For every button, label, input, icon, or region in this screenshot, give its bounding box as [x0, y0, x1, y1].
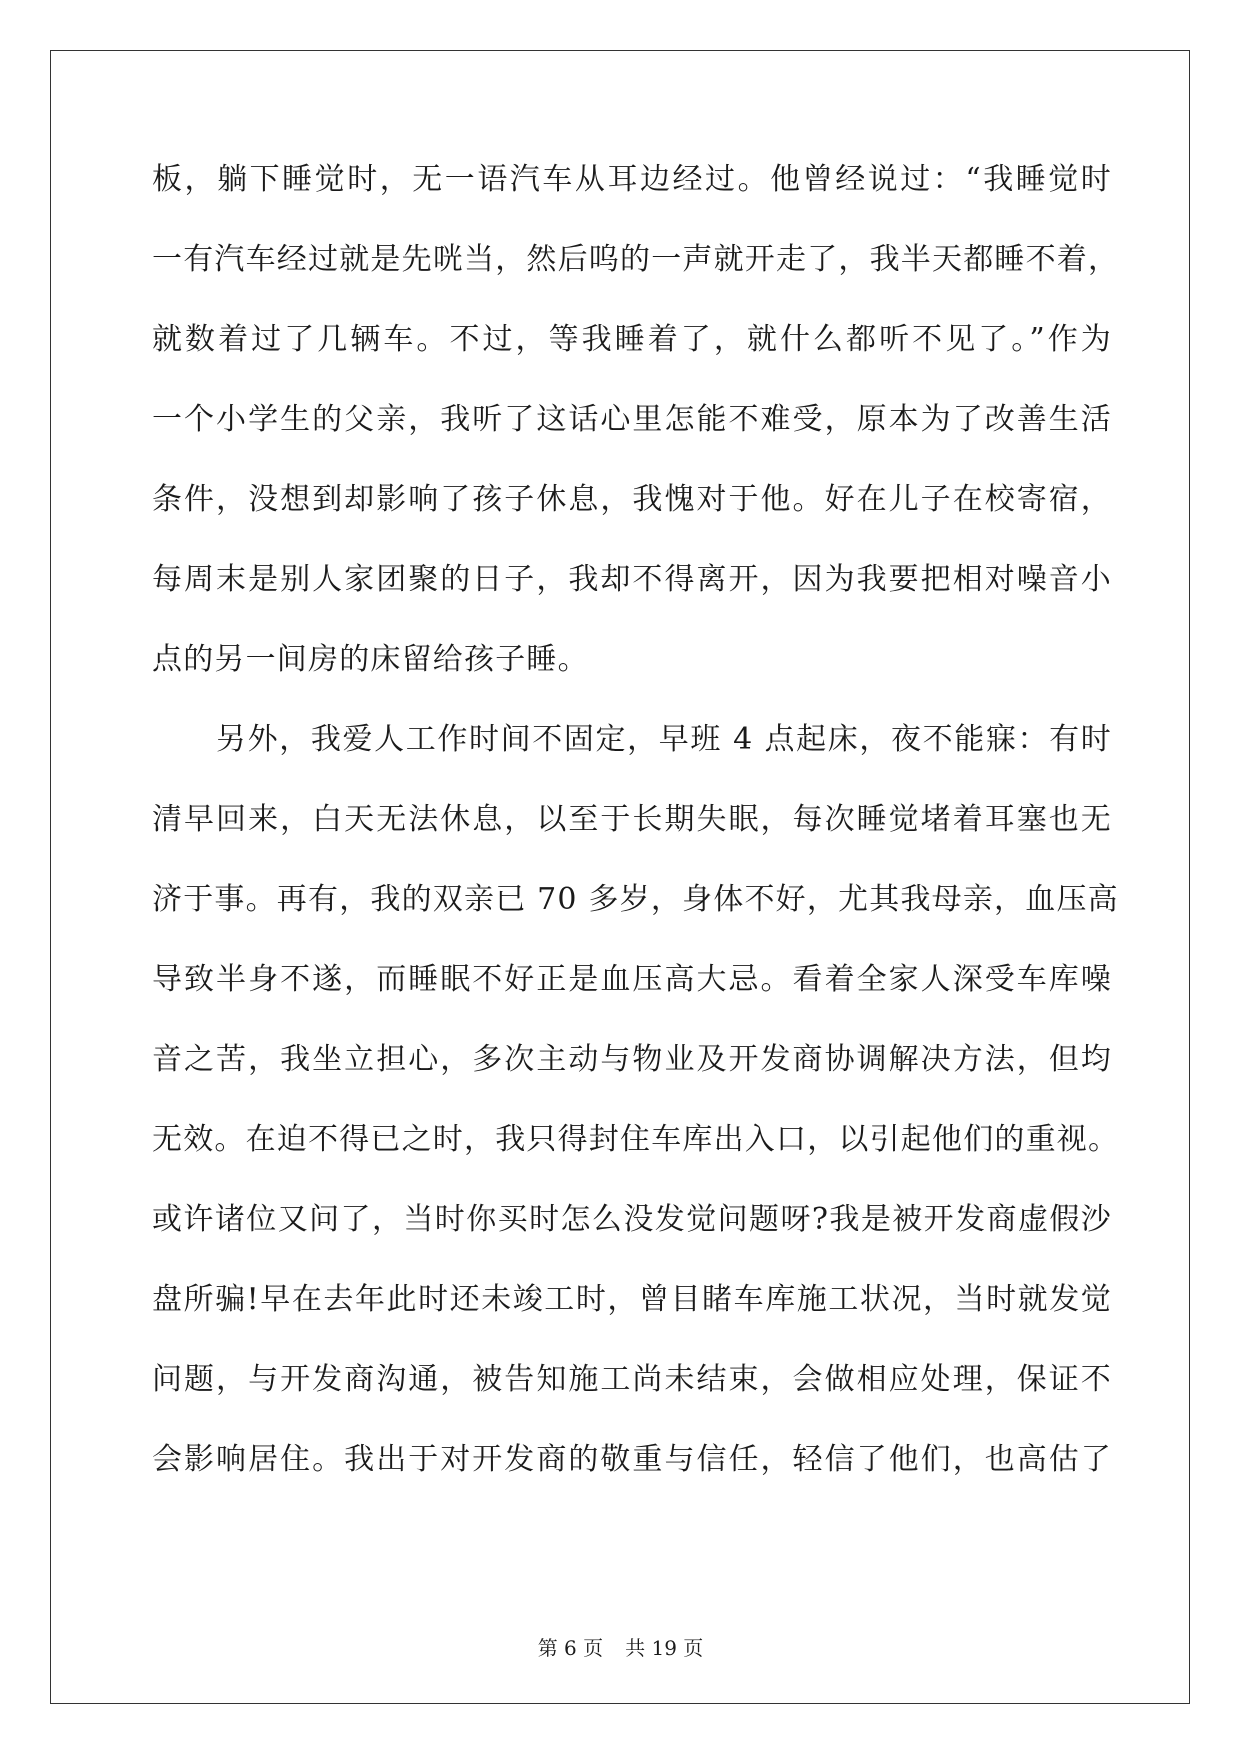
text-line: 另外，我爱人工作时间不固定，早班 4 点起床，夜不能寐：有时 [216, 722, 1112, 757]
current-page-number: 第 6 页 [537, 1636, 604, 1660]
text-line: 每周末是别人家团聚的日子，我却不得离开，因为我要把相对噪音小 [152, 562, 1112, 597]
text-line: 点的另一间房的床留给孩子睡。 [152, 642, 589, 677]
text-line: 一有汽车经过就是先咣当，然后呜的一声就开走了，我半天都睡不着， [152, 242, 1120, 277]
text-line: 一个小学生的父亲，我听了这话心里怎能不难受，原本为了改善生活 [152, 402, 1112, 437]
text-line: 条件，没想到却影响了孩子休息，我愧对于他。好在儿子在校寄宿， [152, 482, 1112, 517]
text-line: 无效。在迫不得已之时，我只得封住车库出入口，以引起他们的重视。 [152, 1122, 1120, 1157]
text-line: 会影响居住。我出于对开发商的敬重与信任，轻信了他们，也高估了 [152, 1442, 1112, 1477]
document-body [152, 160, 1120, 1520]
total-page-count: 共 19 页 [625, 1636, 704, 1660]
page-footer [0, 1632, 1241, 1661]
text-line: 清早回来，白天无法休息，以至于长期失眠，每次睡觉堵着耳塞也无 [152, 802, 1112, 837]
text-line: 济于事。再有，我的双亲已 70 多岁，身体不好，尤其我母亲，血压高 [152, 882, 1119, 917]
text-line: 问题，与开发商沟通，被告知施工尚未结束，会做相应处理，保证不 [152, 1362, 1112, 1397]
text-line: 或许诸位又问了，当时你买时怎么没发觉问题呀?我是被开发商虚假沙 [152, 1202, 1112, 1237]
text-line: 音之苦，我坐立担心，多次主动与物业及开发商协调解决方法，但均 [152, 1042, 1112, 1077]
text-line: 板，躺下睡觉时，无一语汽车从耳边经过。他曾经说过：“我睡觉时 [152, 162, 1112, 197]
text-line: 就数着过了几辆车。不过，等我睡着了，就什么都听不见了。”作为 [152, 322, 1112, 357]
text-line: 盘所骗!早在去年此时还未竣工时，曾目睹车库施工状况，当时就发觉 [152, 1282, 1112, 1317]
text-line: 导致半身不遂，而睡眠不好正是血压高大忌。看着全家人深受车库噪 [152, 962, 1112, 997]
